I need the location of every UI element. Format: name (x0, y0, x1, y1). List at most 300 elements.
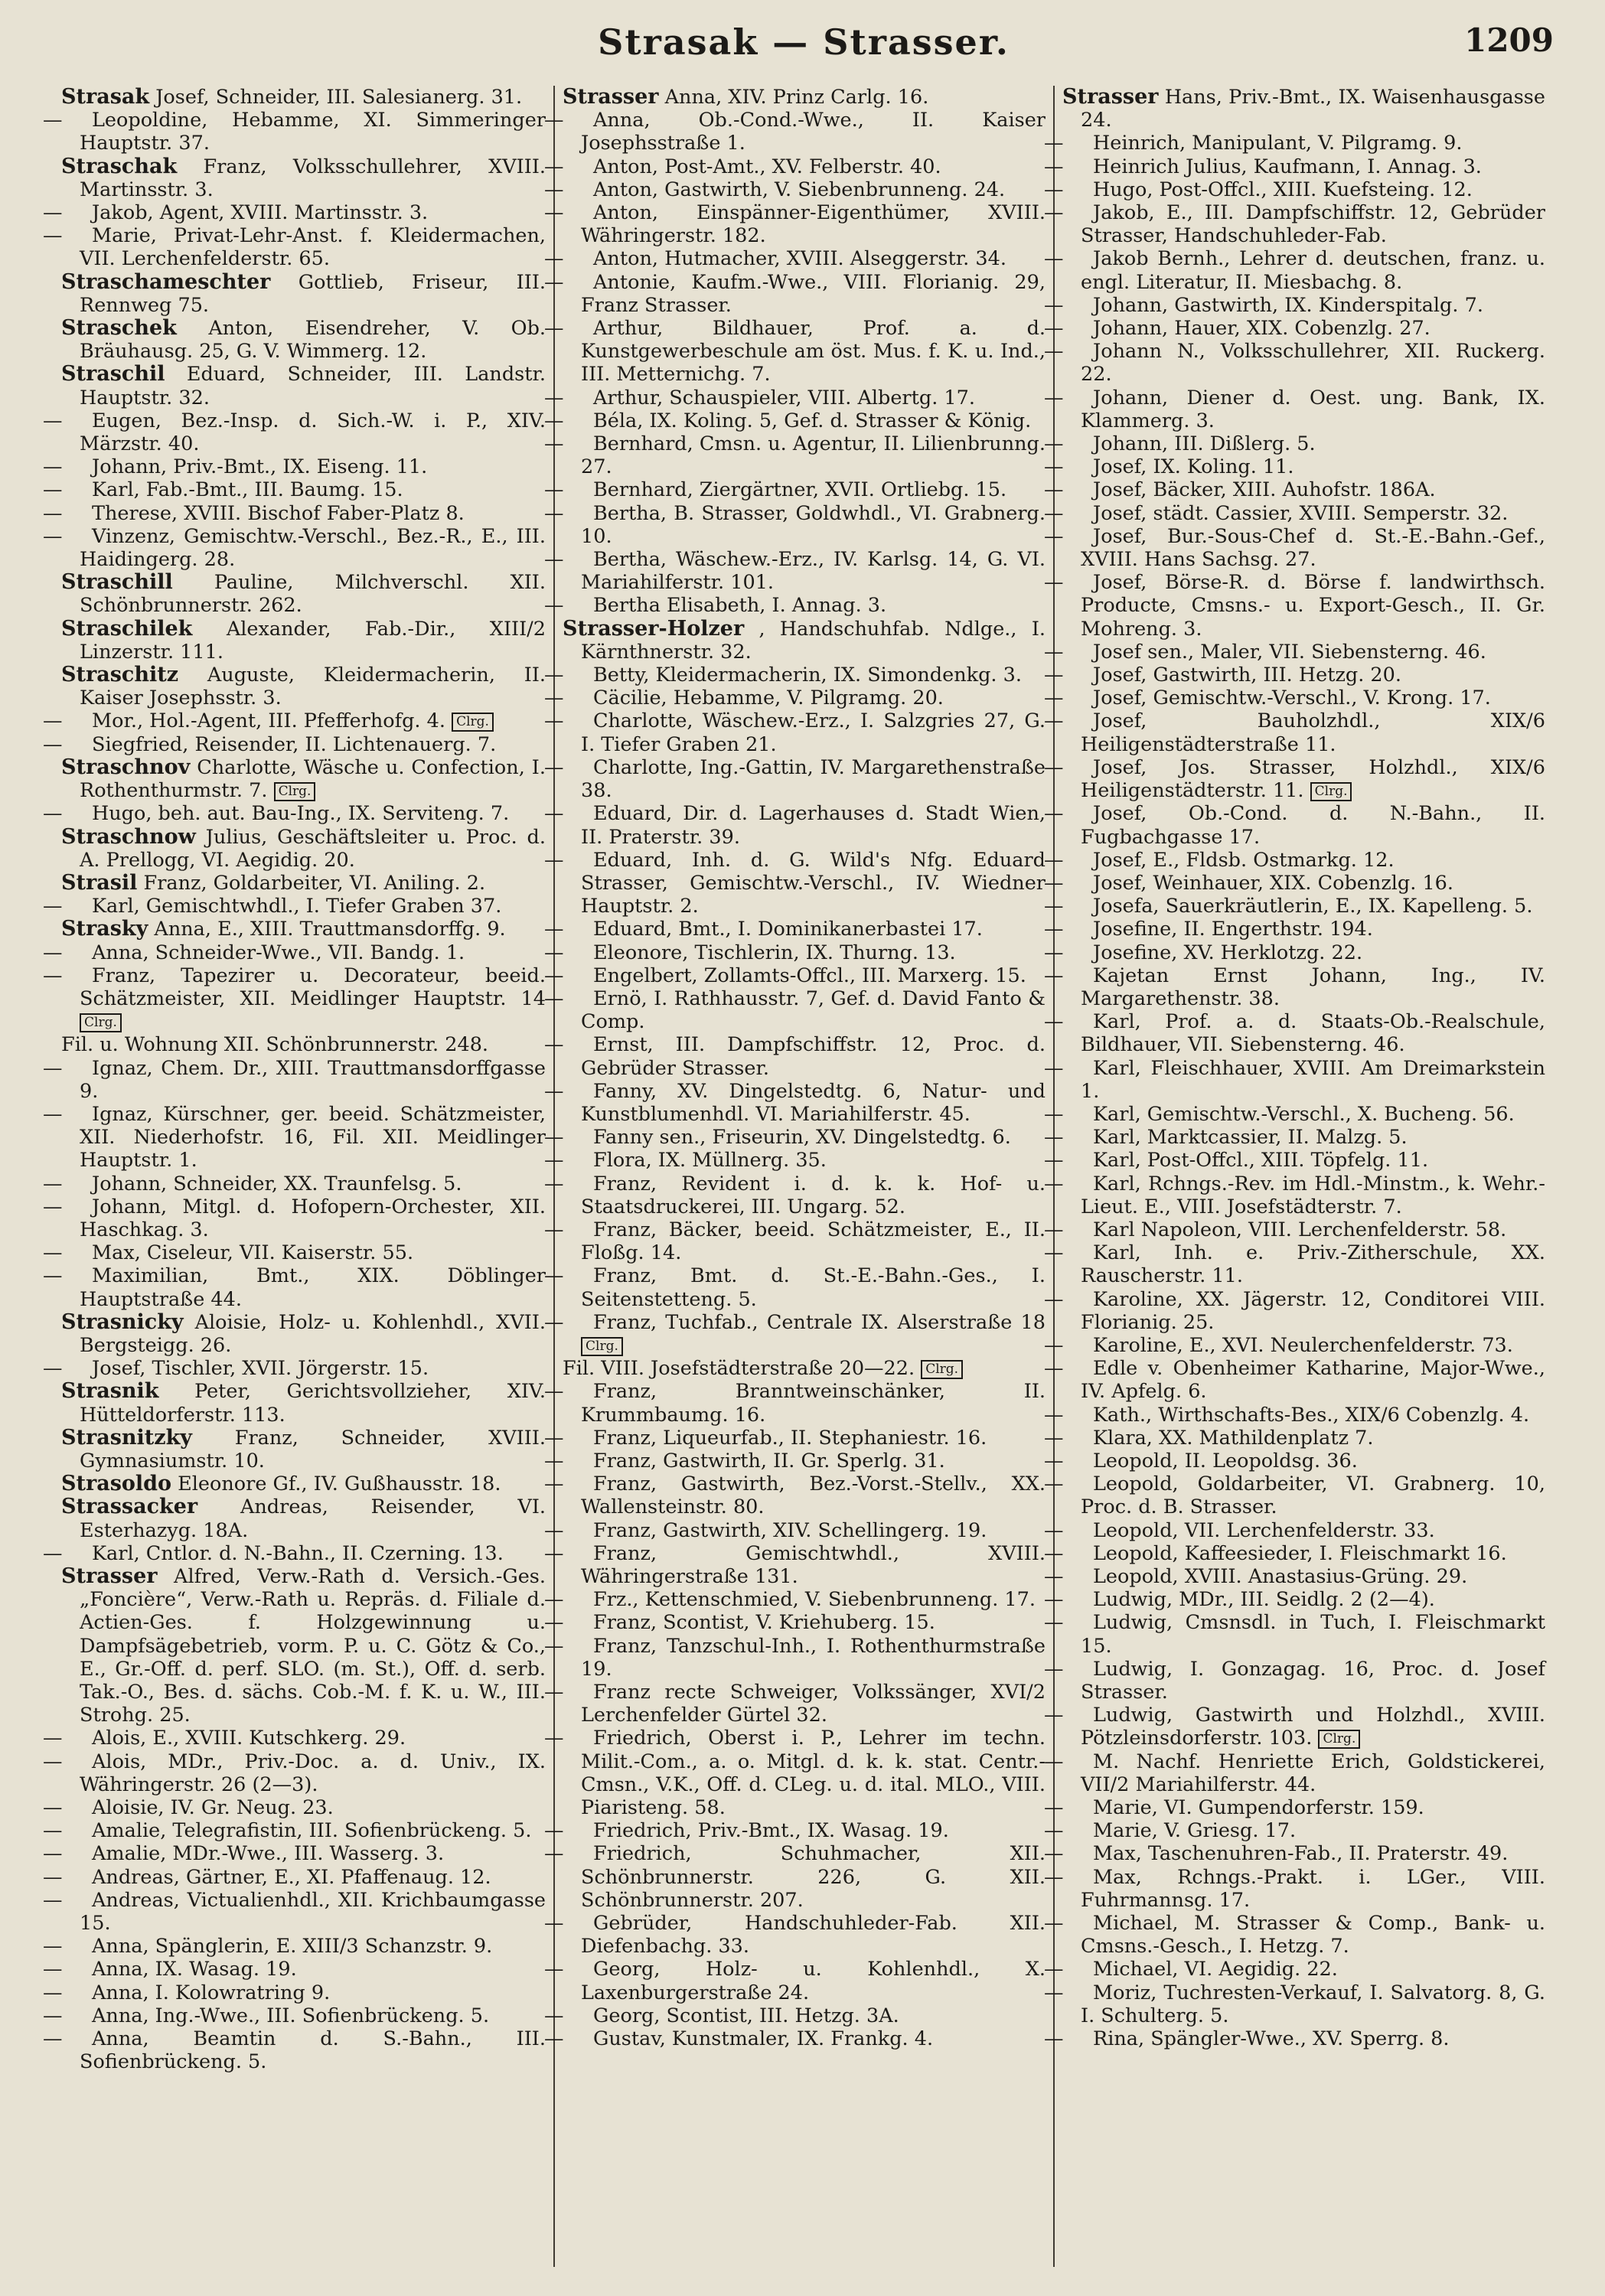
same-surname-dash: — (544, 317, 564, 341)
directory-entry (544, 1912, 1046, 1958)
directory-entry (544, 1079, 1046, 1126)
directory-entry (544, 109, 1046, 155)
entry-text: Josefa, Sauerkräutlerin, E., IX. Kapelleng. 5. (1093, 895, 1533, 918)
surname-entry (61, 1380, 546, 1426)
same-surname-dash: — (1044, 848, 1064, 872)
entry-text: Franz, Volksschullehrer, XVIII. Martinsstr. 3. (80, 155, 546, 201)
directory-entry (544, 2004, 1046, 2027)
entry-text: Max, Taschenuhren-Fab., II. Praterstr. 49. (1093, 1842, 1509, 1866)
same-surname-dash: — (544, 432, 564, 456)
directory-entry (544, 548, 1046, 595)
same-surname-dash: — (544, 1958, 564, 1981)
entry-text: Flora, IX. Müllnerg. 35. (593, 1149, 827, 1172)
entry-text: Hugo, Post-Offcl., XIII. Kuefsteing. 12. (1093, 178, 1473, 201)
directory-entry (1044, 2027, 1545, 2051)
same-surname-dash: — (1044, 1102, 1064, 1126)
entry-text: Josef, städt. Cassier, XVIII. Semperstr. 32. (1093, 501, 1509, 525)
same-surname-dash: — (43, 524, 63, 548)
directory-entry (544, 1634, 1046, 1681)
entry-text: Franz, Tanzschul-Inh., I. Rothenthurmstraße 19. (581, 1634, 1046, 1681)
directory-entry (1044, 317, 1545, 341)
directory-entry (43, 1102, 546, 1172)
directory-entry (544, 1218, 1046, 1265)
same-surname-dash: — (544, 201, 564, 225)
directory-entry (43, 201, 546, 225)
directory-entry (1044, 1865, 1545, 1912)
directory-entry (544, 918, 1046, 941)
directory-entry (1044, 1449, 1545, 1473)
directory-entry (43, 501, 546, 525)
same-surname-dash: — (1044, 1912, 1064, 1936)
surname-entry (563, 618, 1046, 664)
same-surname-dash: — (43, 2004, 63, 2027)
clearing-badge: Clrg. (452, 713, 494, 732)
surname-entry (61, 317, 546, 363)
entry-text: Johann, III. Dißlerg. 5. (1093, 432, 1316, 456)
directory-entry (1044, 1010, 1545, 1057)
same-surname-dash: — (544, 687, 564, 710)
directory-entry (544, 1819, 1046, 1843)
same-surname-dash: — (43, 1819, 63, 1843)
directory-entry (43, 1195, 546, 1241)
directory-entry (1044, 664, 1545, 687)
directory-entry (43, 1172, 546, 1195)
same-surname-dash: — (1044, 1149, 1064, 1172)
entry-text: Josef, Gastwirth, III. Hetzg. 20. (1093, 664, 1401, 687)
entry-text: Fanny sen., Friseurin, XV. Dingelstedtg. 6. (593, 1126, 1011, 1150)
directory-entry (43, 224, 546, 271)
entry-text: Karoline, XX. Jägerstr. 12, Conditorei VIII. Florianig. 25. (1081, 1287, 1545, 1334)
entry-text: Franz, Bmt. d. St.-E.-Bahn.-Ges., I. Seitenstetteng. 5. (581, 1264, 1046, 1311)
entry-text: Hugo, beh. aut. Bau-Ing., IX. Serviteng. 7. (92, 802, 510, 826)
same-surname-dash: — (1044, 1403, 1064, 1427)
entry-text: Josef, Weinhauer, XIX. Cobenzlg. 16. (1093, 871, 1454, 895)
entry-text: Karoline, E., XVI. Neulerchenfelderstr. 73. (1093, 1333, 1513, 1357)
directory-entry (1044, 1657, 1545, 1704)
entry-text: Heinrich, Manipulant, V. Pilgramg. 9. (1093, 132, 1463, 155)
entry-text: Friedrich, Schuhmacher, XII. Schönbrunnerstr. 226, G. XII. Schönbrunnerstr. 207. (581, 1842, 1046, 1912)
same-surname-dash: — (1044, 524, 1064, 548)
same-surname-dash: — (544, 1172, 564, 1195)
entry-text: Leopold, XVIII. Anastasius-Grüng. 29. (1093, 1565, 1468, 1588)
entry-text: Ignaz, Kürschner, ger. beeid. Schätzmeister, XII. Niederhofstr. 16, Fil. XII. Meidlinger Hauptstr. 1. (80, 1102, 546, 1172)
same-surname-dash: — (544, 1912, 564, 1936)
entry-text: Leopold, II. Leopoldsg. 36. (1093, 1449, 1358, 1473)
same-surname-dash: — (544, 1588, 564, 1612)
directory-entry (544, 270, 1046, 317)
same-surname-dash: — (43, 802, 63, 826)
directory-entry (544, 1033, 1046, 1080)
entry-text: Karl, Rchngs.-Rev. im Hdl.-Minstm., k. Wehr.-Lieut. E., VIII. Josefstädterstr. 7. (1081, 1172, 1545, 1218)
entry-text: Anton, Eisendreher, V. Ob. Bräuhausg. 25, G. V. Wimmerg. 12. (80, 317, 546, 364)
entry-text: Eduard, Dir. d. Lagerhauses d. Stadt Wien, II. Praterstr. 39. (581, 802, 1046, 849)
entry-text: Ludwig, Gastwirth und Holzhdl., XVIII. Pötzleinsdorferstr. 103. (1081, 1704, 1545, 1750)
directory-entry (544, 1541, 1046, 1588)
same-surname-dash: — (1044, 1056, 1064, 1080)
same-surname-dash: — (544, 1218, 564, 1241)
directory-entry (544, 155, 1046, 178)
entry-text: Engelbert, Zollamts-Offcl., III. Marxerg. 15. (593, 964, 1026, 987)
same-surname-dash: — (1044, 1541, 1064, 1565)
same-surname-dash: — (1044, 1958, 1064, 1981)
directory-entry (43, 1796, 546, 1820)
entry-text: Josef, Bur.-Sous-Chef d. St.-E.-Bahn.-Gef., XVIII. Hans Sachsg. 27. (1081, 524, 1545, 572)
directory-entry (544, 2027, 1046, 2051)
surname: Strasnicky (61, 1309, 184, 1334)
surname-entry (61, 571, 546, 617)
entry-text: Antonie, Kaufm.-Wwe., VIII. Florianig. 29, Franz Strasser. (581, 270, 1046, 317)
entry-text: Alexander, Fab.-Dir., XIII/2 Linzerstr. 111. (80, 617, 546, 664)
same-surname-dash: — (1044, 455, 1064, 479)
column-2 (544, 85, 1053, 2267)
clearing-badge: Clrg. (1318, 1730, 1360, 1749)
surname-entry (61, 618, 546, 664)
entry-text: Alois, E., XVIII. Kutschkerg. 29. (92, 1727, 406, 1750)
directory-entry (43, 478, 546, 502)
entry-text: Marie, VI. Gumpendorferstr. 159. (1093, 1796, 1424, 1820)
same-surname-dash: — (1044, 941, 1064, 964)
surname: Straschill (61, 570, 173, 595)
directory-entry (43, 1842, 546, 1866)
same-surname-dash: — (544, 1727, 564, 1750)
same-surname-dash: — (43, 1935, 63, 1958)
directory-entry (1044, 1102, 1545, 1126)
clearing-badge: Clrg. (921, 1360, 963, 1379)
same-surname-dash: — (1044, 501, 1064, 525)
directory-entry (544, 802, 1046, 849)
surname-entry (1062, 86, 1545, 132)
entry-text: Josefine, XV. Herklotzg. 22. (1093, 941, 1363, 964)
entry-text: Bernhard, Cmsn. u. Agentur, II. Lilienbrunng. 27. (581, 432, 1046, 479)
directory-entry (1044, 1518, 1545, 1542)
entry-text: Andreas, Reisender, VI. Esterhazyg. 18A. (80, 1495, 546, 1542)
entry-text: Andreas, Victualienhdl., XII. Krichbaumgasse 15. (80, 1888, 546, 1936)
entry-text: Ignaz, Chem. Dr., XIII. Trauttmansdorffgasse 9. (80, 1056, 546, 1103)
same-surname-dash: — (1044, 571, 1064, 595)
same-surname-dash: — (1044, 871, 1064, 895)
clearing-badge: Clrg. (274, 782, 316, 801)
surname-entry (61, 1565, 546, 1727)
entry-text: Josef, Jos. Strasser, Holzhdl., XIX/6 Heiligenstädterstr. 11. (1081, 755, 1545, 803)
entry-text: Klara, XX. Mathildenplatz 7. (1093, 1426, 1374, 1450)
same-surname-dash: — (43, 1981, 63, 2004)
same-surname-dash: — (1044, 432, 1064, 456)
surname: Strasnitzky (61, 1425, 192, 1450)
same-surname-dash: — (544, 1541, 564, 1565)
surname: Straschilek (61, 616, 193, 641)
surname: Straschnov (61, 755, 191, 779)
entry-text: Alois, MDr., Priv.-Doc. a. d. Univ., IX. Währingerstr. 26 (2—3). (80, 1750, 546, 1796)
same-surname-dash: — (43, 1541, 63, 1565)
entry-text: Karl Napoleon, VIII. Lerchenfelderstr. 58. (1093, 1218, 1507, 1241)
same-surname-dash: — (1044, 132, 1064, 155)
directory-entry (43, 1541, 546, 1565)
entry-text: Charlotte, Ing.-Gattin, IV. Margarethenstraße 38. (581, 755, 1046, 803)
surname-entry (61, 756, 546, 802)
same-surname-dash: — (43, 964, 63, 987)
entry-text: Franz, Bäcker, beeid. Schätzmeister, E., II. Floßg. 14. (581, 1218, 1046, 1265)
directory-entry (544, 1473, 1046, 1519)
entry-text: Anna, I. Kolowratring 9. (92, 1981, 331, 2004)
directory-entry (1044, 1842, 1545, 1866)
same-surname-dash: — (544, 1380, 564, 1404)
directory-entry (544, 687, 1046, 710)
same-surname-dash: — (43, 501, 63, 525)
same-surname-dash: — (544, 478, 564, 502)
directory-entry (1044, 709, 1545, 756)
entry-text: Leopold, VII. Lerchenfelderstr. 33. (1093, 1518, 1435, 1542)
entry-text: Johann, Diener d. Oest. ung. Bank, IX. Klammerg. 3. (1081, 386, 1545, 432)
directory-entry (563, 1357, 1046, 1380)
same-surname-dash: — (1044, 895, 1064, 918)
entry-text: Gebrüder, Handschuhleder-Fab. XII. Diefenbachg. 33. (581, 1912, 1046, 1958)
entry-text: Josefine, II. Engerthstr. 194. (1093, 918, 1373, 941)
entry-text: Georg, Holz- u. Kohlenhdl., X. Laxenburgerstraße 24. (581, 1958, 1046, 2004)
clearing-badge: Clrg. (581, 1337, 623, 1356)
directory-entry (1044, 1541, 1545, 1565)
entry-text: M. Nachf. Henriette Erich, Goldstickerei, VII/2 Mariahilferstr. 44. (1081, 1750, 1545, 1796)
directory-entry (544, 709, 1046, 756)
same-surname-dash: — (544, 1264, 564, 1288)
same-surname-dash: — (43, 941, 63, 964)
same-surname-dash: — (1044, 1750, 1064, 1773)
directory-entry (61, 1033, 546, 1056)
entry-text: Aloisie, Holz- u. Kohlenhdl., XVII. Bergsteigg. 26. (80, 1310, 546, 1357)
entry-text: Johann, Schneider, XX. Traunfelsg. 5. (92, 1172, 462, 1195)
entry-text: Johann, Hauer, XIX. Cobenzlg. 27. (1093, 317, 1430, 341)
surname: Strasnik (61, 1379, 159, 1404)
entry-text: Maximilian, Bmt., XIX. Döblinger Hauptstraße 44. (80, 1264, 546, 1311)
entry-text: Franz, Gastwirth, II. Gr. Sperlg. 31. (593, 1449, 945, 1473)
entry-text: Josef, E., Fldsb. Ostmarkg. 12. (1093, 848, 1395, 872)
same-surname-dash: — (544, 501, 564, 525)
entry-text: Rina, Spängler-Wwe., XV. Sperrg. 8. (1093, 2027, 1450, 2051)
directory-entry (544, 478, 1046, 502)
clearing-badge: Clrg. (80, 1013, 122, 1032)
same-surname-dash: — (43, 732, 63, 756)
directory-entry (544, 1264, 1046, 1311)
directory-entry (1044, 178, 1545, 201)
entry-text: Peter, Gerichtsvollzieher, XIV. Hütteldorferstr. 113. (80, 1380, 546, 1427)
directory-entry (544, 409, 1046, 432)
same-surname-dash: — (1044, 1518, 1064, 1542)
same-surname-dash: — (43, 409, 63, 432)
same-surname-dash: — (1044, 293, 1064, 317)
entry-text: Karl, Gemischtwhdl., I. Tiefer Graben 37. (92, 895, 502, 918)
surname: Straschil (61, 362, 165, 386)
same-surname-dash: — (43, 1865, 63, 1889)
entry-text: Leopoldine, Hebamme, XI. Simmeringer Hauptstr. 37. (80, 109, 546, 155)
entry-text: Moriz, Tuchresten-Verkauf, I. Salvatorg. 8, G. I. Schulterg. 5. (1081, 1981, 1545, 2027)
same-surname-dash: — (43, 1056, 63, 1080)
same-surname-dash: — (43, 109, 63, 132)
surname: Straschitz (61, 663, 179, 687)
entry-text: Ernö, I. Rathhausstr. 7, Gef. d. David Fanto & Comp. (581, 987, 1046, 1034)
entry-text: Gottlieb, Friseur, III. Rennweg 75. (80, 270, 546, 317)
entry-text: Jakob Bernh., Lehrer d. deutschen, franz. u. engl. Literatur, II. Miesbachg. 8. (1081, 247, 1545, 294)
entry-text: Arthur, Schauspieler, VIII. Albertg. 17. (593, 386, 975, 409)
entry-text: Franz, Gastwirth, XIV. Schellingerg. 19. (593, 1518, 987, 1542)
same-surname-dash: — (43, 709, 63, 733)
directory-entry (43, 964, 546, 1034)
same-surname-dash: — (544, 1473, 564, 1496)
surname-entry (61, 872, 546, 895)
directory-entry (544, 755, 1046, 803)
same-surname-dash: — (1044, 1842, 1064, 1866)
same-surname-dash: — (544, 2027, 564, 2051)
same-surname-dash: — (1044, 918, 1064, 941)
directory-entry (1044, 1426, 1545, 1450)
directory-entry (1044, 340, 1545, 386)
entry-text: Josef, Ob.-Cond. d. N.-Bahn., II. Fugbachgasse 17. (1081, 802, 1545, 849)
entry-text: Karl, Cntlor. d. N.-Bahn., II. Czerning. 13. (92, 1541, 504, 1565)
directory-entry (43, 109, 546, 155)
column-1 (43, 85, 553, 2267)
entry-text: Amalie, Telegrafistin, III. Sofienbrückeng. 5. (92, 1819, 532, 1843)
same-surname-dash: — (544, 1611, 564, 1635)
directory-entry (1044, 432, 1545, 456)
directory-entry (1044, 386, 1545, 432)
entry-text: Heinrich Julius, Kaufmann, I. Annag. 3. (1093, 155, 1482, 178)
directory-entry (1044, 871, 1545, 895)
directory-entry (1044, 1473, 1545, 1519)
same-surname-dash: — (43, 224, 63, 248)
directory-entry (1044, 524, 1545, 572)
directory-entry (1044, 802, 1545, 849)
entry-text: Eleonore Gf., IV. Gußhausstr. 18. (178, 1473, 501, 1496)
entry-text: Charlotte, Wäschew.-Erz., I. Salzgries 27, G. I. Tiefer Graben 21. (581, 709, 1046, 756)
directory-entry (544, 1681, 1046, 1727)
surname: Strasak (61, 85, 150, 109)
entry-text: Anna, Spänglerin, E. XIII/3 Schanzstr. 9. (92, 1935, 493, 1958)
entry-text: Josef, Schneider, III. Salesianerg. 31. (155, 86, 523, 109)
directory-entry (43, 1056, 546, 1103)
directory-entry (1044, 1565, 1545, 1588)
entry-text: Ernst, III. Dampfschiffstr. 12, Proc. d. Gebrüder Strasser. (581, 1033, 1046, 1080)
entry-text: Leopold, Goldarbeiter, VI. Grabnerg. 10, Proc. d. B. Strasser. (1081, 1473, 1545, 1519)
same-surname-dash: — (1044, 1819, 1064, 1843)
same-surname-dash: — (544, 386, 564, 409)
entry-text: Franz, Goldarbeiter, VI. Aniling. 2. (143, 871, 486, 895)
entry-text: Eduard, Schneider, III. Landstr. Hauptstr. 32. (80, 363, 546, 409)
directory-entry (1044, 1287, 1545, 1334)
same-surname-dash: — (544, 548, 564, 572)
same-surname-dash: — (544, 1126, 564, 1150)
same-surname-dash: — (43, 1357, 63, 1381)
directory-entry (544, 1727, 1046, 1820)
same-surname-dash: — (1044, 1449, 1064, 1473)
directory-entry (544, 178, 1046, 201)
entry-text: Fil. u. Wohnung XII. Schönbrunnerstr. 248. (61, 1033, 489, 1057)
surname-entry (61, 826, 546, 872)
entry-text: Karl, Gemischtw.-Verschl., X. Bucheng. 56. (1093, 1102, 1515, 1126)
entry-text: Franz, Branntweinschänker, II. Krummbaumg. 16. (581, 1380, 1046, 1427)
directory-entry (1044, 687, 1545, 710)
same-surname-dash: — (544, 1149, 564, 1172)
entry-text: Ludwig, Cmsnsdl. in Tuch, I. Fleischmarkt 15. (1081, 1611, 1545, 1658)
same-surname-dash: — (1044, 1565, 1064, 1588)
directory-entry (43, 1958, 546, 1981)
directory-entry (1044, 964, 1545, 1010)
entry-text: Max, Rchngs.-Prakt. i. LGer., VIII. Fuhrmannsg. 17. (1081, 1865, 1545, 1912)
directory-entry (1044, 293, 1545, 317)
directory-entry (1044, 1126, 1545, 1150)
same-surname-dash: — (43, 1750, 63, 1773)
same-surname-dash: — (544, 247, 564, 271)
entry-text: Franz, Scontist, V. Kriehuberg. 15. (593, 1611, 935, 1635)
directory-entry (43, 1750, 546, 1796)
surname: Straschnow (61, 824, 196, 849)
entry-text: Hans, Priv.-Bmt., IX. Waisenhausgasse 24. (1081, 86, 1545, 132)
same-surname-dash: — (1044, 709, 1064, 733)
entry-text: Ludwig, I. Gonzagag. 16, Proc. d. Josef Strasser. (1081, 1657, 1545, 1704)
entry-text: Gustav, Kunstmaler, IX. Frankg. 4. (593, 2027, 934, 2051)
directory-entry (544, 501, 1046, 548)
directory-entry (1044, 501, 1545, 525)
directory-entry (544, 1611, 1046, 1635)
same-surname-dash: — (1044, 1981, 1064, 2004)
same-surname-dash: — (43, 1195, 63, 1218)
entry-text: Johann, Gastwirth, IX. Kinderspitalg. 7. (1093, 293, 1483, 317)
same-surname-dash: — (544, 1079, 564, 1103)
entry-text: Josef, Börse-R. d. Börse f. landwirthsch. Producte, Cmsns.- u. Export-Gesch., II. Gr. Mohreng. 3. (1081, 571, 1545, 641)
directory-entry (43, 1819, 546, 1843)
same-surname-dash: — (544, 1681, 564, 1704)
directory-entry (1044, 1611, 1545, 1658)
directory-entry (43, 524, 546, 572)
surname-entry (61, 363, 546, 409)
entry-text: Eugen, Bez.-Insp. d. Sich.-W. i. P., XIV. Märzstr. 40. (80, 409, 546, 456)
same-surname-dash: — (544, 941, 564, 964)
directory-entry (1044, 848, 1545, 872)
directory-entry (544, 964, 1046, 987)
entry-text: Pauline, Milchverschl. XII. Schönbrunnerstr. 262. (80, 571, 546, 618)
surname-entry (61, 1473, 546, 1495)
same-surname-dash: — (43, 2027, 63, 2051)
entry-text: Kath., Wirthschafts-Bes., XIX/6 Cobenzlg. 4. (1093, 1403, 1530, 1427)
same-surname-dash: — (43, 1102, 63, 1126)
directory-entry (1044, 1704, 1545, 1750)
surname: Strasser-Holzer (563, 616, 745, 641)
entry-text: , Handschuhfab. Ndlge., I. Kärnthnerstr. 32. (581, 617, 1046, 664)
entry-text: Frz., Kettenschmied, V. Siebenbrunneng. 17. (593, 1588, 1036, 1612)
directory-entry (43, 409, 546, 456)
same-surname-dash: — (1044, 201, 1064, 225)
same-surname-dash: — (1044, 755, 1064, 779)
same-surname-dash: — (544, 2004, 564, 2027)
entry-text: Eduard, Inh. d. G. Wild's Nfg. Eduard Strasser, Gemischtw.-Verschl., IV. Wiedner Hauptstr. 2. (581, 848, 1046, 918)
entry-text: Karl, Post-Offcl., XIII. Töpfelg. 11. (1093, 1149, 1429, 1172)
directory-entry (1044, 755, 1545, 803)
same-surname-dash: — (1044, 640, 1064, 664)
same-surname-dash: — (43, 201, 63, 225)
directory-entry (1044, 1981, 1545, 2027)
directory-entry (1044, 640, 1545, 664)
directory-entry (544, 1310, 1046, 1357)
directory-entry (544, 1172, 1046, 1218)
directory-entry (1044, 1172, 1545, 1218)
same-surname-dash: — (544, 409, 564, 432)
directory-entry (1044, 1403, 1545, 1427)
entry-text: Franz, Tapezirer u. Decorateur, beeid. Schätzmeister, XII. Meidlinger Hauptstr. 14 (80, 964, 546, 1010)
same-surname-dash: — (544, 1842, 564, 1866)
surname-entry (61, 86, 546, 109)
entry-text: Siegfried, Reisender, II. Lichtenauerg. 7. (92, 732, 497, 756)
directory-entry (43, 802, 546, 826)
directory-entry (544, 664, 1046, 687)
directory-entry (544, 247, 1046, 271)
directory-entry (1044, 1056, 1545, 1103)
